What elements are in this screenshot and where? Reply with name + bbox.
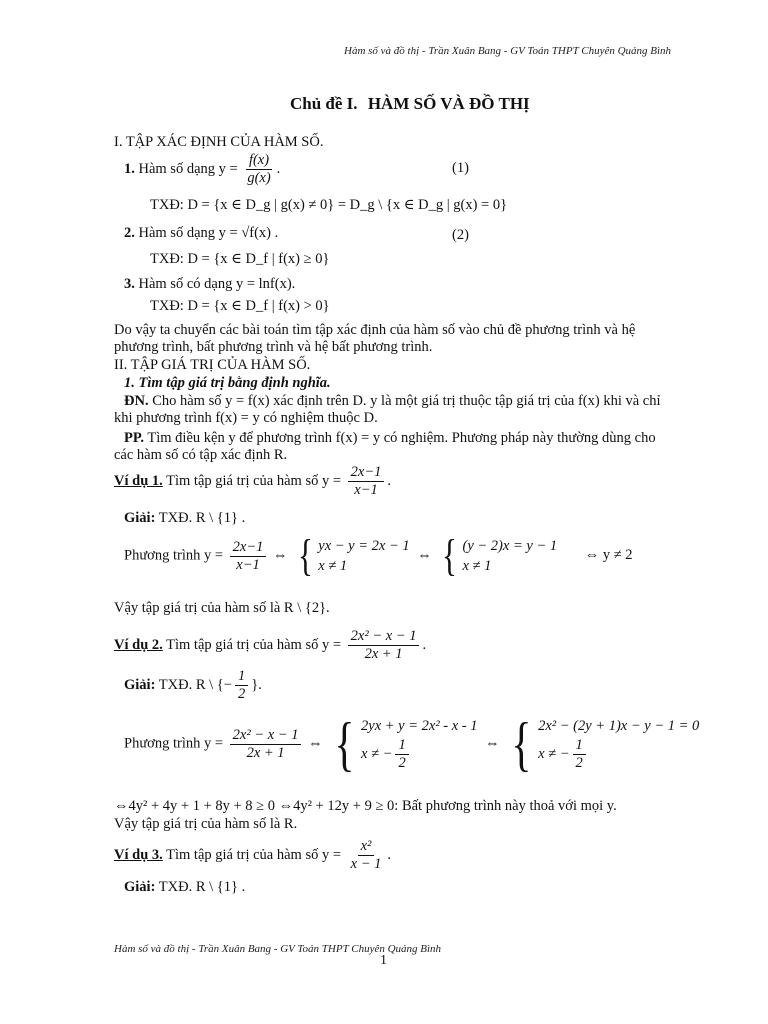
example-1-equation: Phương trình y = $\frac{2x-1}{x-1}$ ⇔ { yx − y = 2x − 1 x ≠ 1 ⇔ { (y − 2)x = y − 1 x ≠ 1 ⇔ y ≠ 2 — [124, 531, 633, 580]
example-2-fraction — [348, 628, 420, 663]
fraction-denominator: 2 — [237, 686, 246, 702]
example-1-label: Ví dụ 1. — [114, 472, 163, 489]
method-line-1 — [124, 430, 656, 447]
example-1-solution — [124, 510, 245, 527]
fraction-denominator: 2x + 1 — [246, 744, 285, 761]
system-row — [361, 737, 478, 772]
example-2-label: Ví dụ 2. — [114, 636, 163, 653]
equation-label: Phương trình y = — [124, 547, 224, 564]
brace: { — [298, 531, 314, 580]
conclusion-line-1: Do vậy ta chuyển các bài toán tìm tập xác định của hàm số vào chủ đề phương trình và hệ — [114, 322, 636, 338]
fraction-numerator: 2x² − x − 1 — [348, 628, 420, 646]
solution-label: Giải: — [124, 510, 156, 526]
section-2-heading: II. TẬP GIÁ TRỊ CỦA HÀM SỐ. — [114, 357, 311, 373]
example-3-solution — [124, 879, 245, 896]
item-3-domain: TXĐ: D = {x ∈ D_f | f(x) > 0} — [150, 298, 330, 314]
running-header: Hàm số và đồ thị - Trần Xuân Bang - GV Toán THPT Chuyên Quảng Bình — [344, 45, 672, 57]
subsection-heading: 1. Tìm tập giá trị bằng định nghĩa. — [124, 375, 331, 391]
system-b — [439, 531, 558, 580]
method-label: PP. — [124, 430, 145, 446]
example-1-fraction — [348, 464, 385, 499]
example-3-label: Ví dụ 3. — [114, 846, 163, 863]
fraction-numerator: 1 — [395, 737, 408, 755]
system-b — [507, 711, 700, 777]
section-1-heading: I. TẬP XÁC ĐỊNH CỦA HÀM SỐ. — [114, 134, 324, 150]
item-1-domain: TXĐ: D = {x ∈ D_g | g(x) ≠ 0} = D_g \ {x ∈ D_g | g(x) = 0} — [150, 197, 508, 213]
fraction-denominator: x − 1 — [350, 856, 382, 872]
example-1-text: Tìm tập giá trị của hàm số y = — [166, 472, 342, 489]
fraction-numerator: 2x−1 — [230, 539, 267, 557]
page-number: 1 — [380, 953, 387, 968]
example-2-solution — [124, 668, 262, 703]
system-row: x ≠ 1 — [462, 558, 492, 574]
item-1-text: Hàm số dạng y = — [138, 160, 238, 177]
item-2-text: Hàm số dạng y = √f(x) . — [138, 225, 279, 241]
fraction-denominator: 2 — [575, 754, 583, 771]
title-prefix: Chủ đề I. — [290, 94, 358, 113]
solution-text: TXĐ. R \ {1} . — [158, 510, 246, 526]
fraction-numerator: f(x) — [246, 152, 272, 170]
page-title — [290, 94, 530, 114]
fraction-numerator: 2x−1 — [348, 464, 385, 482]
item-2-label: (2) — [452, 227, 469, 243]
system-row: 2x² − (2y + 1)x − y − 1 = 0 — [538, 718, 700, 735]
method-line-2: các hàm số có tập xác định R. — [114, 447, 288, 463]
fraction-denominator: x−1 — [236, 556, 260, 573]
item-1-label: (1) — [452, 160, 469, 176]
fraction-numerator: 2x² − x − 1 — [230, 727, 302, 745]
example-1-conclusion: Vậy tập giá trị của hàm số là R \ {2}. — [114, 600, 330, 616]
equation-fraction — [230, 539, 267, 574]
example-3-text: Tìm tập giá trị của hàm số y = — [166, 846, 342, 863]
definition-line-2: khi phương trình f(x) = y có nghiệm thuộc D. — [114, 410, 378, 426]
system-fraction — [395, 737, 408, 772]
fraction-denominator: x−1 — [354, 482, 378, 498]
system-row-text: x ≠ − — [361, 745, 393, 762]
example-1-statement: Ví dụ 1. Tìm tập giá trị của hàm số y = $\frac{2x-1}{x-1}$ . — [114, 464, 392, 498]
solution-text: TXĐ. R \ {1} . — [158, 879, 246, 895]
system-row: x ≠ 1 — [318, 558, 348, 574]
equation-label: Phương trình y = — [124, 735, 224, 752]
item-3 — [124, 276, 295, 293]
example-2-conclusion: Vậy tập giá trị của hàm số là R. — [114, 816, 298, 832]
system-row: yx − y = 2x − 1 — [318, 538, 410, 554]
system-row — [538, 737, 699, 772]
system-row: 2yx + y = 2x² - x - 1 — [361, 718, 478, 735]
conclusion-line-2: phương trình, bất phương trình và hệ bất phương trình. — [114, 339, 433, 355]
definition-label: ĐN. — [124, 393, 149, 409]
fraction-denominator: g(x) — [247, 170, 271, 186]
item-1: 1. Hàm số dạng y = $\frac{f(x)}{g(x)}$ . — [124, 152, 281, 186]
solution-text-end: }. — [251, 676, 262, 693]
item-1-fraction — [244, 152, 273, 187]
equation-fraction — [230, 727, 302, 762]
definition-text-1: Cho hàm số y = f(x) xác định trên D. y là một giá trị thuộc tập giá trị của f(x) khi và chỉ — [152, 393, 661, 409]
example-3-statement: Ví dụ 3. Tìm tập giá trị của hàm số y = $\frac{\text{x²}}{x - 1}$ . — [114, 838, 392, 872]
example-3-fraction — [348, 838, 385, 873]
title-main: HÀM SỐ VÀ ĐỒ THỊ — [367, 94, 530, 113]
system-a — [295, 531, 410, 580]
solution-label: Giải: — [124, 676, 156, 693]
item-2-domain: TXĐ: D = {x ∈ D_f | f(x) ≥ 0} — [150, 251, 330, 267]
equation-result: ⇔ y ≠ 2 — [584, 547, 633, 564]
example-2-equation: Phương trình y = $\frac{\text{2x² − x − 1}}{2x + 1}$ ⇔ { 2yx + y = 2x² - x - 1 x ≠ − $\frac{1}{2}$ ⇔ { 2x² − (2y + 1)x − y − 1 = 0 x ≠ − $\frac{1}{2}$ — [124, 711, 700, 777]
solution-label: Giải: — [124, 879, 156, 895]
solution-text: TXĐ. R \ {− — [158, 676, 232, 693]
example-2-derivation: ⇔4y² + 4y + 1 + 8y + 8 ≥ 0 ⇔4y² + 12y + 9 ≥ 0: Bất phương trình này thoả với mọi y. — [114, 798, 617, 814]
definition-line-1 — [124, 393, 661, 410]
running-footer: Hàm số và đồ thị - Trần Xuân Bang - GV Toán THPT Chuyên Quảng Bình — [114, 943, 442, 955]
fraction-numerator: x² — [358, 838, 375, 856]
item-2-number: 2. — [124, 225, 135, 241]
example-2-text: Tìm tập giá trị của hàm số y = — [166, 636, 342, 653]
item-1-number: 1. — [124, 160, 135, 177]
solution-fraction — [235, 668, 248, 703]
system-row: (y − 2)x = y − 1 — [462, 538, 558, 554]
brace: { — [442, 531, 458, 580]
system-fraction — [573, 737, 586, 772]
item-3-number: 3. — [124, 276, 135, 292]
brace: { — [511, 711, 532, 777]
item-2 — [124, 225, 278, 242]
fraction-numerator: 1 — [573, 737, 586, 755]
fraction-denominator: 2 — [398, 754, 406, 771]
method-text-1: Tìm điều kện y để phương trình f(x) = y có nghiệm. Phương pháp này thường dùng cho — [147, 430, 656, 446]
item-3-text: Hàm số có dạng y = lnf(x). — [138, 276, 296, 292]
example-2-statement: Ví dụ 2. Tìm tập giá trị của hàm số y = $\frac{\text{2x² − x − 1}}{2x + 1}$ . — [114, 628, 427, 662]
fraction-numerator: 1 — [235, 668, 248, 686]
system-a — [330, 711, 478, 777]
fraction-denominator: 2x + 1 — [364, 646, 403, 662]
brace: { — [334, 711, 355, 777]
system-row-text: x ≠ − — [538, 745, 570, 762]
